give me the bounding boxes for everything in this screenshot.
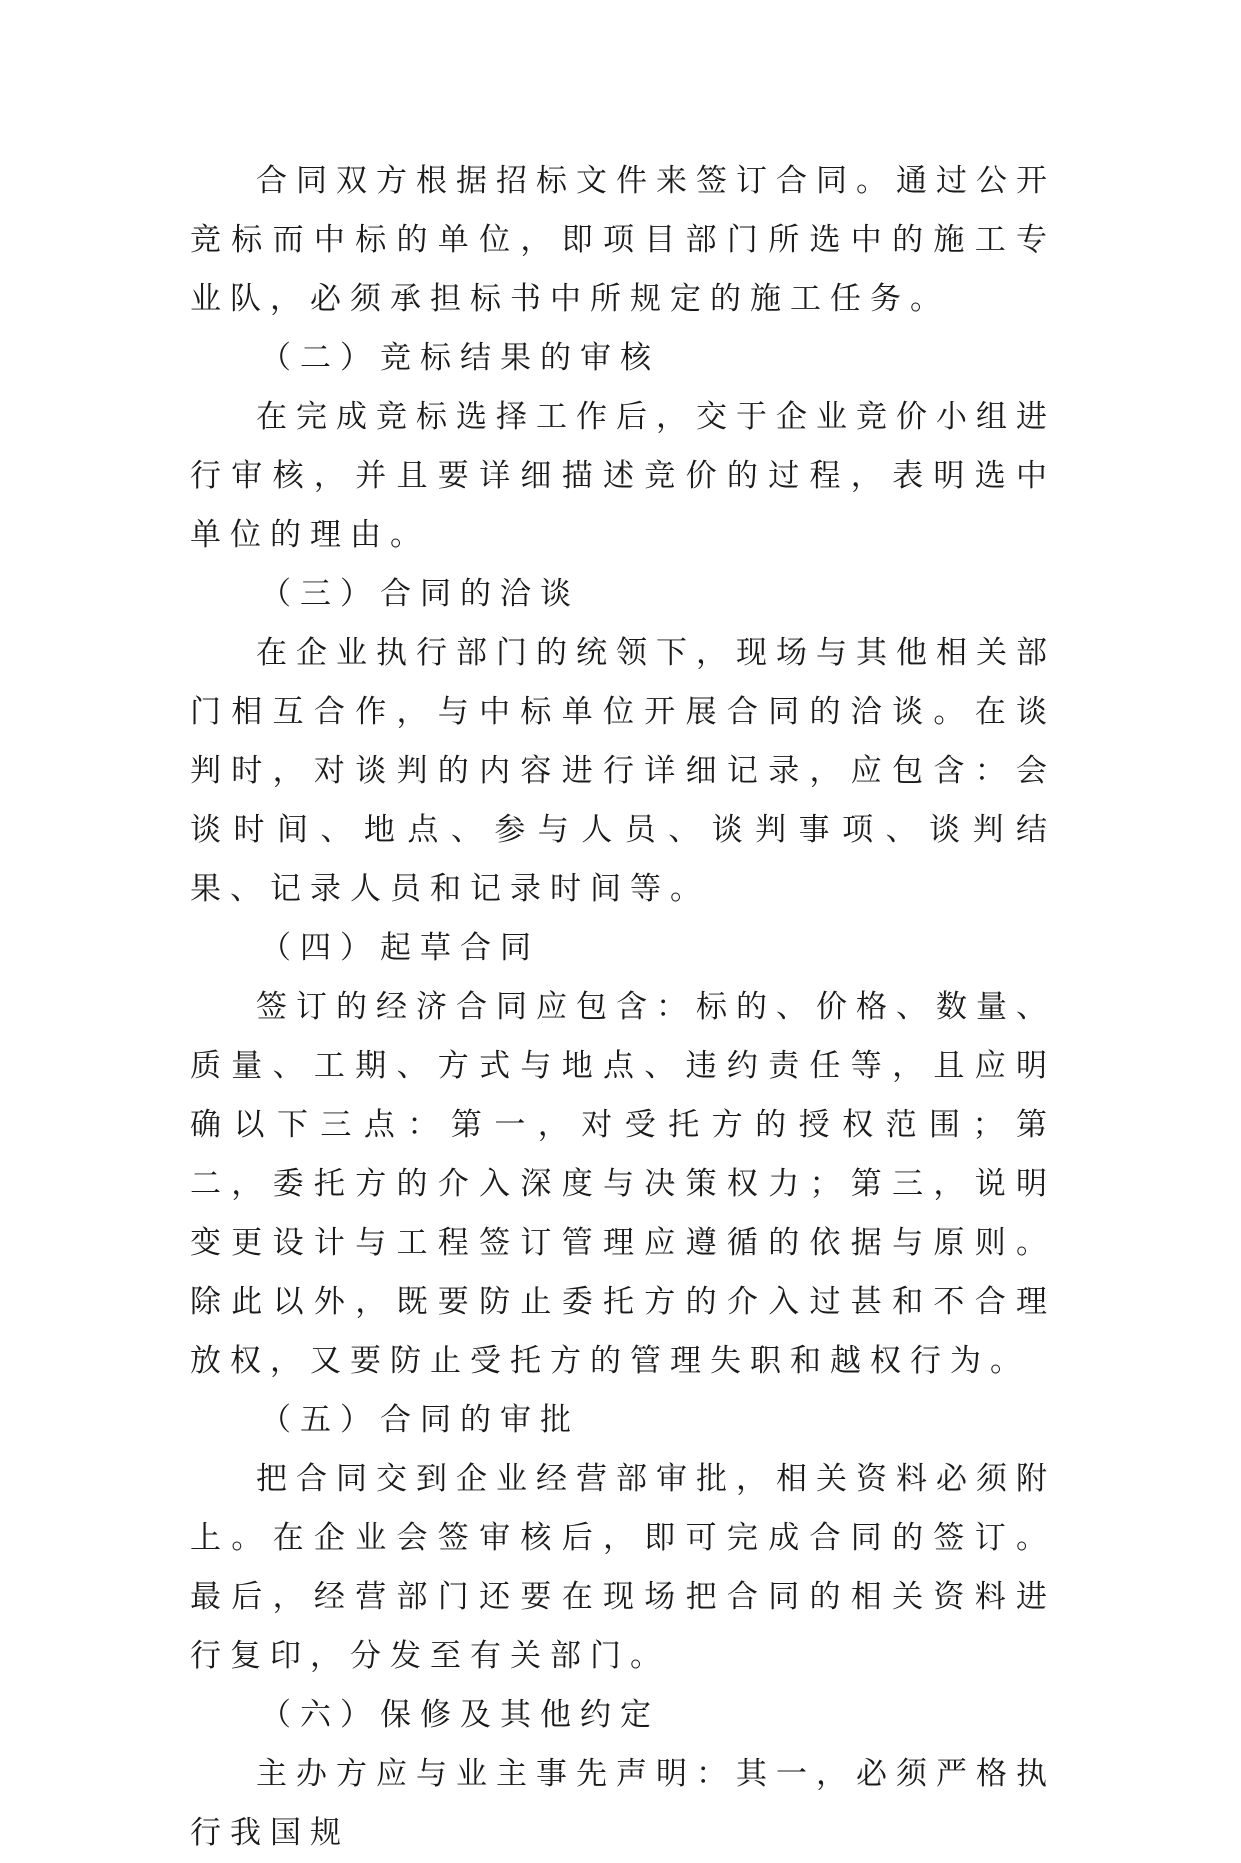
paragraph-approval: 把合同交到企业经营部审批，相关资料必须附上。在企业会签审核后，即可完成合同的签订。最后，经营部门还要在现场把合同的相关资料进行复印，分发至有关部门。 <box>190 1461 1056 1674</box>
section-heading-bid-review: （二）竞标结果的审核 <box>260 340 660 376</box>
paragraph-bid-review: 在完成竞标选择工作后，交于企业竞价小组进行审核，并且要详细描述竞价的过程，表明选中单位的理由。 <box>190 399 1056 553</box>
section-heading-negotiation: （三）合同的洽谈 <box>260 576 580 612</box>
section-heading-warranty: （六）保修及其他约定 <box>260 1697 660 1733</box>
paragraph-warranty: 主办方应与业主事先声明：其一，必须严格执行我国规 <box>190 1756 1056 1851</box>
paragraph-negotiation: 在企业执行部门的统领下，现场与其他相关部门相互合作，与中标单位开展合同的洽谈。在谈判时，对谈判的内容进行详细记录，应包含：会谈时间、地点、参与人员、谈判事项、谈判结果、记录人员和记录时间等。 <box>190 635 1056 907</box>
paragraph-drafting: 签订的经济合同应包含：标的、价格、数量、质量、工期、方式与地点、违约责任等，且应明确以下三点：第一，对受托方的授权范围；第二，委托方的介入深度与决策权力；第三，说明变更设计与工程签订管理应遵循的依据与原则。除此以外，既要防止委托方的介入过甚和不合理放权，又要防止受托方的管理失职和越权行为。 <box>190 989 1056 1379</box>
paragraph-contract-signing: 合同双方根据招标文件来签订合同。通过公开竞标而中标的单位，即项目部门所选中的施工专业队，必须承担标书中所规定的施工任务。 <box>190 163 1056 317</box>
section-heading-approval: （五）合同的审批 <box>260 1402 580 1438</box>
document-body <box>190 152 1056 1863</box>
section-heading-drafting: （四）起草合同 <box>260 930 540 966</box>
